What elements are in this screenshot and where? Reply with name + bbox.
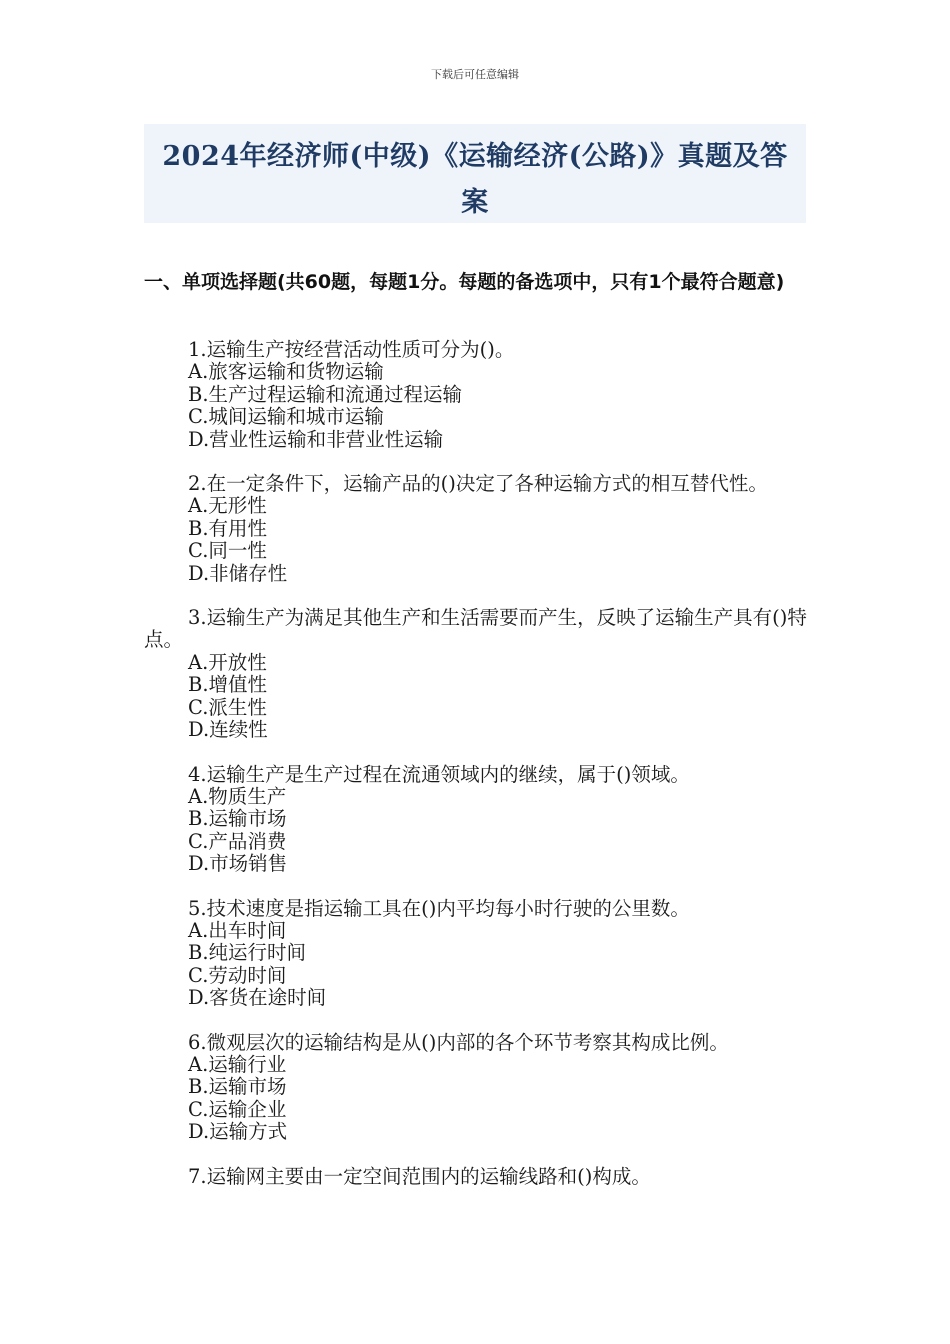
option-c: C.劳动时间 — [188, 963, 287, 987]
question-4 — [144, 764, 812, 876]
question-1 — [144, 339, 812, 451]
option-a: A.开放性 — [188, 650, 267, 674]
option-a: A.物质生产 — [188, 784, 287, 808]
question-stem: 6.微观层次的运输结构是从()内部的各个环节考察其构成比例。 — [188, 1030, 729, 1054]
option-b: B.运输市场 — [188, 807, 287, 831]
question-5 — [144, 898, 812, 1010]
option-b: B.有用性 — [188, 516, 268, 540]
option-b: B.增值性 — [188, 673, 268, 697]
option-a: A.无形性 — [188, 494, 267, 518]
option-c: C.城间运输和城市运输 — [188, 405, 384, 429]
document-title: 2024年经济师(中级)《运输经济(公路)》真题及答案 — [162, 141, 788, 218]
question-stem: 2.在一定条件下，运输产品的()决定了各种运输方式的相互替代性。 — [188, 472, 768, 496]
option-d: D.非储存性 — [188, 561, 288, 585]
option-a: A.出车时间 — [188, 918, 287, 942]
option-c: C.运输企业 — [188, 1097, 287, 1121]
option-c: C.产品消费 — [188, 829, 287, 853]
question-stem: 1.运输生产按经营活动性质可分为()。 — [188, 338, 515, 361]
header-note: 下载后可任意编辑 — [431, 68, 519, 81]
section-heading: 一、单项选择题(共60题，每题1分。每题的备选项中，只有1个最符合题意) — [144, 271, 785, 293]
option-a: A.运输行业 — [188, 1052, 287, 1076]
option-c: C.同一性 — [188, 539, 267, 563]
question-stem: 5.技术速度是指运输工具在()内平均每小时行驶的公里数。 — [188, 896, 690, 920]
option-b: B.运输市场 — [188, 1075, 287, 1099]
question-stem: 4.运输生产是生产过程在流通领域内的继续，属于()领域。 — [188, 762, 690, 786]
title-banner — [144, 124, 806, 223]
question-6 — [144, 1032, 812, 1144]
option-b: B.生产过程运输和流通过程运输 — [188, 382, 463, 406]
option-d: D.运输方式 — [188, 1120, 288, 1144]
option-d: D.连续性 — [188, 718, 268, 742]
question-stem: 3.运输生产为满足其他生产和生活需要而产生，反映了运输生产具有()特点。 — [144, 606, 807, 652]
question-7 — [144, 1166, 812, 1188]
option-d: D.市场销售 — [188, 852, 288, 876]
question-2 — [144, 473, 812, 585]
question-list — [144, 339, 812, 1210]
question-stem: 7.运输网主要由一定空间范围内的运输线路和()构成。 — [188, 1164, 651, 1188]
option-d: D.营业性运输和非营业性运输 — [188, 427, 444, 451]
option-a: A.旅客运输和货物运输 — [188, 360, 384, 384]
option-b: B.纯运行时间 — [188, 941, 307, 965]
option-d: D.客货在途时间 — [188, 986, 327, 1010]
option-c: C.派生性 — [188, 695, 267, 719]
question-3 — [144, 607, 812, 741]
